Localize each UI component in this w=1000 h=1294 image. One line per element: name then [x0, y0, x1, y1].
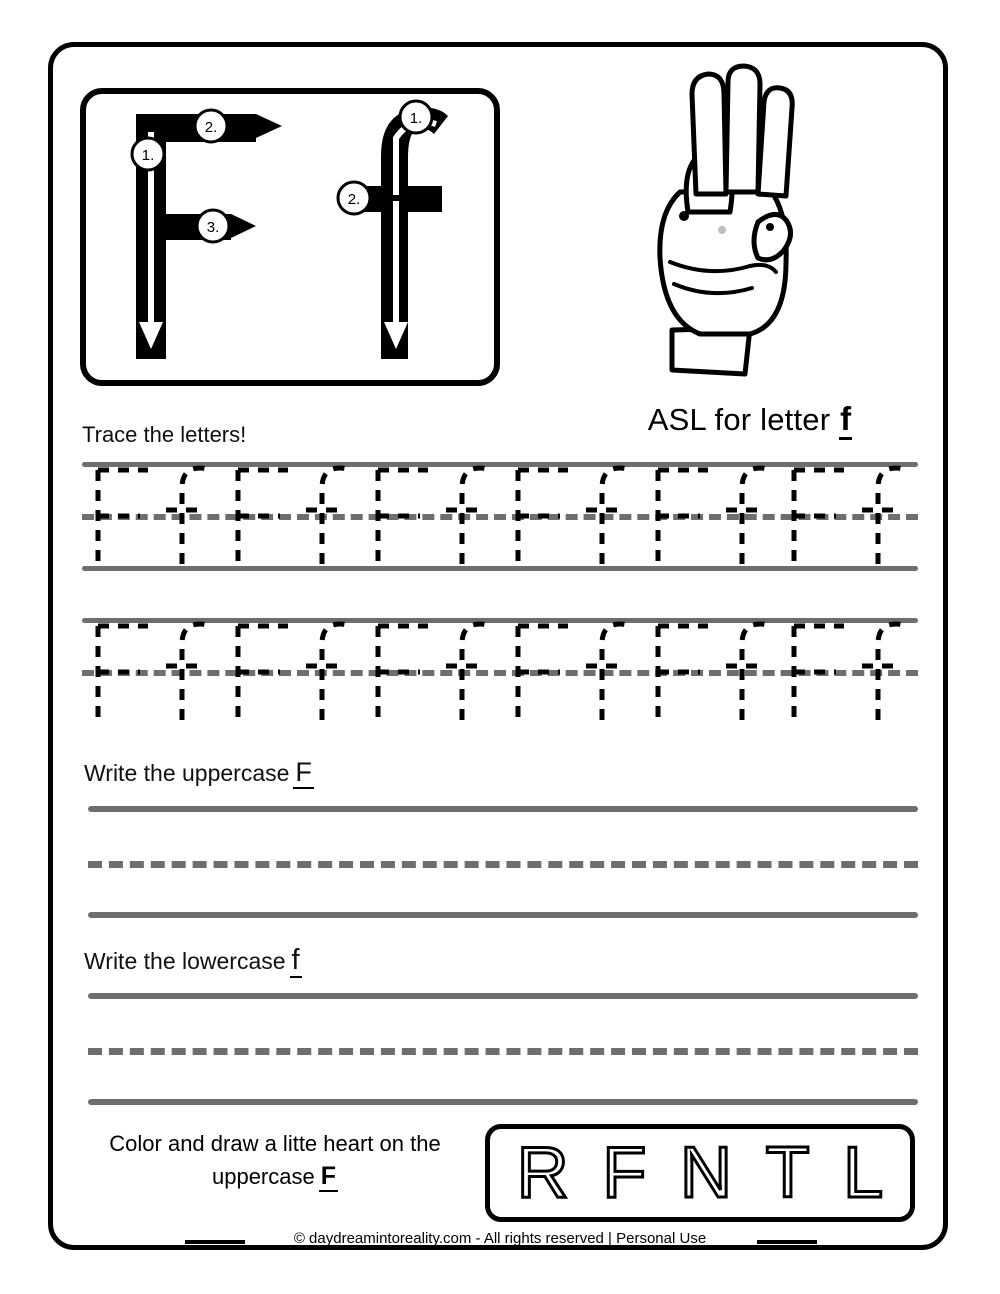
footer [0, 1230, 1000, 1247]
color-heart-instruction [80, 1128, 470, 1193]
trace-row-2[interactable] [82, 618, 918, 728]
asl-caption-text: ASL for letter [647, 402, 831, 437]
asl-caption-letter: f [839, 400, 852, 440]
letter-model-box [80, 88, 500, 386]
outline-letter-t[interactable]: T [765, 1133, 810, 1213]
trace-instruction: Trace the letters! [82, 422, 247, 447]
svg-text:3.: 3. [206, 219, 220, 236]
write-uppercase-instruction [84, 757, 314, 788]
write-lower-mid-line [88, 1048, 918, 1055]
write-lowercase-text: Write the lowercase [84, 948, 286, 974]
asl-hand-illustration [600, 62, 930, 392]
trace-row-2-letters [82, 618, 918, 728]
color-heart-line-2: uppercase [211, 1164, 315, 1189]
color-heart-line-1: Color and draw a litte heart on the [109, 1131, 441, 1156]
stroke-number-lower-2 [338, 182, 370, 214]
asl-hand-f-icon [600, 62, 930, 392]
write-lowercase-letter: f [291, 944, 300, 976]
outline-letter-n[interactable]: N [679, 1133, 732, 1213]
color-heart-letter: F [320, 1162, 337, 1190]
letter-stroke-diagram [86, 94, 494, 380]
outline-letter-f[interactable]: F [602, 1133, 647, 1213]
svg-text:1.: 1. [409, 110, 423, 127]
write-uppercase-letter: F [295, 757, 312, 787]
write-row-uppercase[interactable] [88, 806, 918, 916]
write-uppercase-text: Write the uppercase [84, 760, 290, 786]
trace-row-1-letters [82, 462, 918, 572]
trace-row-1[interactable] [82, 462, 918, 572]
asl-caption [560, 400, 940, 438]
write-lowercase-instruction [84, 944, 302, 977]
footer-copyright: © daydreamintoreality.com - All rights reserved | Personal Use [293, 1230, 707, 1247]
lowercase-f-glyph [352, 108, 448, 359]
footer-rule-left [185, 1240, 245, 1244]
svg-text:2.: 2. [347, 191, 361, 208]
write-lower-top-line [88, 993, 918, 999]
stroke-number-1 [132, 138, 164, 170]
write-upper-bottom-line [88, 912, 918, 918]
outline-letter-l[interactable]: L [843, 1133, 884, 1213]
svg-text:2.: 2. [204, 119, 218, 136]
outline-letter-r[interactable]: R [516, 1133, 569, 1213]
stroke-number-2 [195, 110, 227, 142]
write-upper-top-line [88, 806, 918, 812]
svg-text:1.: 1. [141, 147, 155, 164]
letters-activity-box[interactable] [485, 1124, 915, 1222]
write-row-lowercase[interactable] [88, 993, 918, 1103]
footer-rule-right [757, 1240, 817, 1244]
stroke-number-3 [197, 210, 229, 242]
write-upper-mid-line [88, 861, 918, 868]
stroke-number-lower-1 [400, 101, 432, 133]
write-lower-bottom-line [88, 1099, 918, 1105]
